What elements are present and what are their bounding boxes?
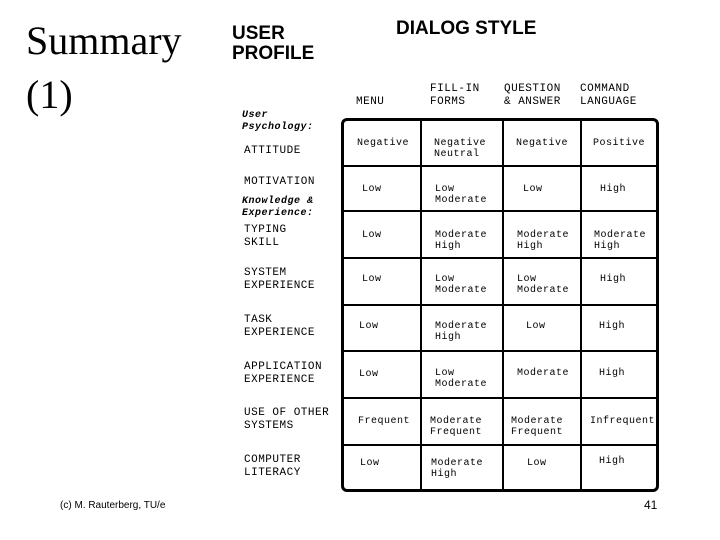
- row-label-line1: MOTIVATION: [244, 176, 316, 188]
- cell-literacy-fill-in: Moderate High: [431, 458, 484, 480]
- row-label-line1: SYSTEM: [244, 267, 287, 279]
- cell-task-qa: Low: [526, 321, 546, 332]
- section-label-line1: User: [242, 110, 269, 121]
- column-header-line1: COMMAND: [580, 83, 630, 95]
- cell-motivation-fill-in: Low Moderate: [435, 184, 488, 206]
- row-label-attitude: [244, 145, 301, 158]
- grid-row-divider: [344, 304, 656, 306]
- row-label-line2: SYSTEMS: [244, 420, 294, 432]
- section-label-line1: Knowledge &: [242, 196, 314, 207]
- row-label-typing-skill: [244, 224, 287, 250]
- column-header-line2: & ANSWER: [504, 96, 561, 108]
- cell-system-fill-in: Low Moderate: [435, 274, 488, 296]
- user-profile-title-line1: USER: [232, 23, 285, 44]
- cell-application-fill-in: Low Moderate: [435, 368, 488, 390]
- cell-attitude-qa: Negative: [516, 138, 569, 149]
- user-profile-title-line2: PROFILE: [232, 43, 315, 64]
- cell-application-menu: Low: [359, 369, 379, 380]
- section-label-knowledge-experience: [242, 196, 314, 220]
- dialog-style-grid: [341, 118, 659, 492]
- cell-other-systems-menu: Frequent: [358, 416, 411, 427]
- cell-motivation-menu: Low: [362, 184, 382, 195]
- footer-copyright: (c) M. Rauterberg, TU/e: [60, 500, 166, 511]
- column-header-fill-in-forms: [430, 83, 480, 109]
- cell-other-systems-qa: Moderate Frequent: [511, 416, 564, 438]
- cell-motivation-qa: Low: [523, 184, 543, 195]
- cell-typing-fill-in: Moderate High: [435, 230, 488, 252]
- row-label-line1: TYPING: [244, 224, 287, 236]
- cell-typing-menu: Low: [362, 230, 382, 241]
- row-label-line2: LITERACY: [244, 467, 301, 479]
- section-label-line2: Psychology:: [242, 122, 314, 133]
- column-header-menu: [356, 96, 384, 109]
- row-label-line1: TASK: [244, 314, 273, 326]
- cell-attitude-fill-in: Negative Neutral: [434, 138, 487, 160]
- cell-attitude-command: Positive: [593, 138, 646, 149]
- row-label-line2: EXPERIENCE: [244, 280, 316, 292]
- row-label-application-experience: [244, 361, 322, 387]
- cell-task-command: High: [599, 321, 626, 332]
- cell-other-systems-command: Infrequent: [590, 416, 656, 427]
- row-label-motivation: [244, 176, 315, 189]
- dialog-style-figure: [222, 10, 670, 492]
- slide-title-line1: Summary: [26, 18, 182, 63]
- page-number: 41: [644, 498, 658, 512]
- column-header-command-language: [580, 83, 637, 109]
- cell-system-menu: Low: [362, 274, 382, 285]
- grid-row-divider: [344, 210, 656, 212]
- row-label-task-experience: [244, 314, 315, 340]
- row-label-line2: SKILL: [244, 237, 280, 249]
- column-header-line2: FORMS: [430, 96, 466, 108]
- section-label-user-psychology: [242, 110, 314, 134]
- cell-typing-qa: Moderate High: [517, 230, 570, 252]
- row-label-line2: EXPERIENCE: [244, 374, 316, 386]
- cell-system-qa: Low Moderate: [517, 274, 570, 296]
- row-label-line1: COMPUTER: [244, 454, 301, 466]
- slide-title-line2: (1): [26, 72, 73, 117]
- row-label-line1: ATTITUDE: [244, 145, 301, 157]
- grid-row-divider: [344, 165, 656, 167]
- grid-row-divider: [344, 257, 656, 259]
- column-header-line1: QUESTION: [504, 83, 561, 95]
- section-label-line2: Experience:: [242, 208, 314, 219]
- cell-literacy-qa: Low: [527, 458, 547, 469]
- column-header-line1: MENU: [356, 96, 385, 108]
- column-header-line1: FILL-IN: [430, 83, 480, 95]
- cell-attitude-menu: Negative: [357, 138, 410, 149]
- cell-task-fill-in: Moderate High: [435, 321, 488, 343]
- cell-literacy-command: High: [599, 456, 626, 467]
- grid-row-divider: [344, 350, 656, 352]
- cell-typing-command: Moderate High: [594, 230, 647, 252]
- slide-title: [26, 14, 182, 122]
- cell-application-qa: Moderate: [517, 368, 570, 379]
- cell-literacy-menu: Low: [360, 458, 380, 469]
- cell-application-command: High: [599, 368, 626, 379]
- cell-motivation-command: High: [600, 184, 627, 195]
- cell-other-systems-fill-in: Moderate Frequent: [430, 416, 483, 438]
- row-label-use-of-other-systems: [244, 407, 329, 433]
- user-profile-title: [232, 24, 314, 64]
- cell-task-menu: Low: [359, 321, 379, 332]
- grid-row-divider: [344, 397, 656, 399]
- column-header-line2: LANGUAGE: [580, 96, 637, 108]
- cell-system-command: High: [600, 274, 627, 285]
- row-label-line2: EXPERIENCE: [244, 327, 316, 339]
- row-label-line1: USE OF OTHER: [244, 407, 330, 419]
- column-header-question-answer: [504, 83, 561, 109]
- row-label-computer-literacy: [244, 454, 301, 480]
- grid-row-divider: [344, 444, 656, 446]
- row-label-line1: APPLICATION: [244, 361, 323, 373]
- row-label-system-experience: [244, 267, 315, 293]
- dialog-style-title: DIALOG STYLE: [396, 18, 537, 39]
